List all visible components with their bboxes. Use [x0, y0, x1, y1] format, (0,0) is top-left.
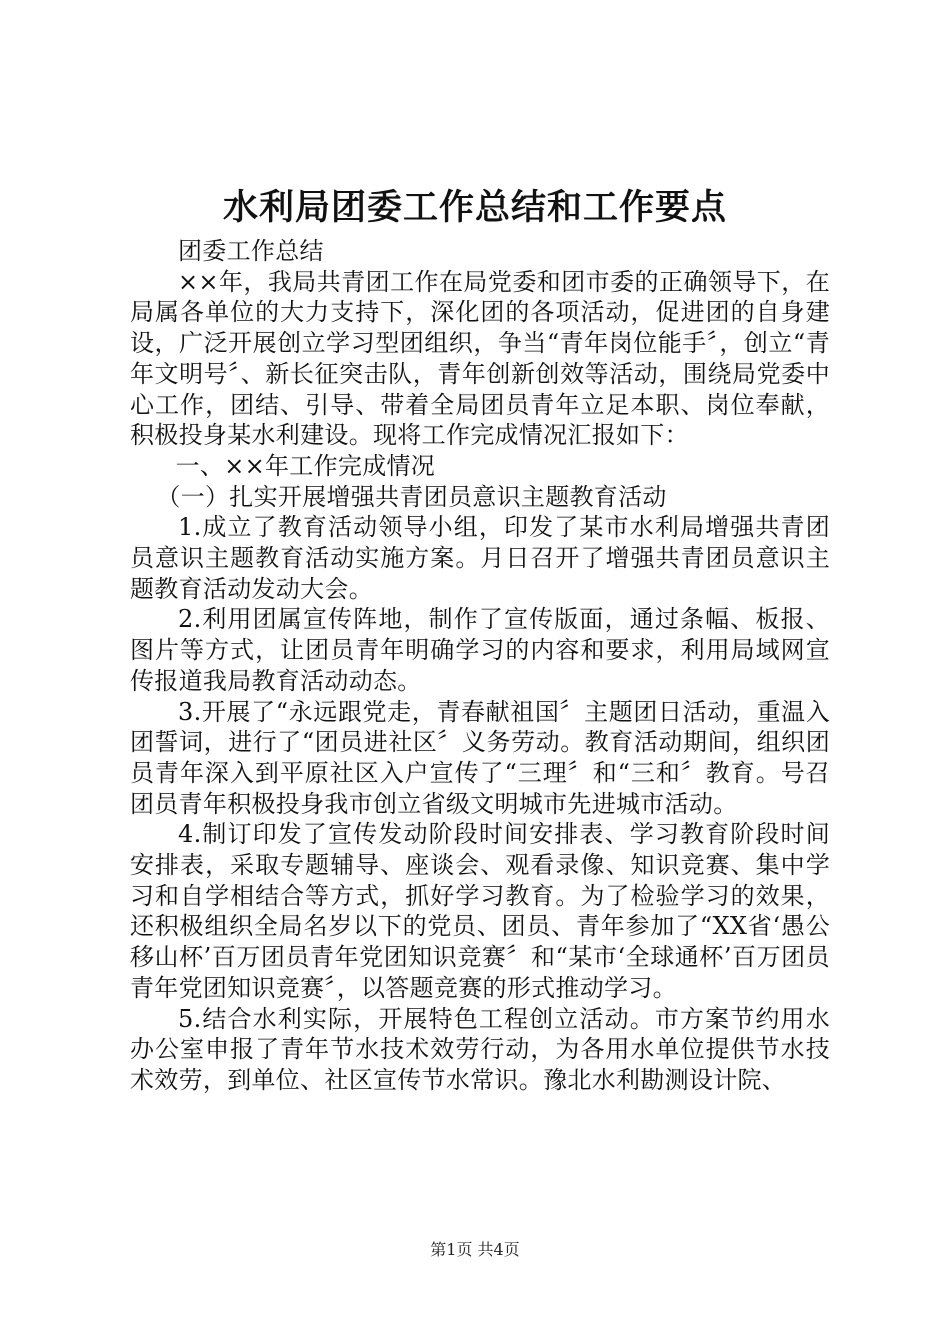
paragraph: ××年，我局共青团工作在局党委和团市委的正确领导下，在局属各单位的大力支持下，深化团的各项活动，促进团的自身建设，广泛开展创立学习型团组织，争当“青年岗位能手〞，创立“青年文明号〞、新长征突击队，青年创新创效等活动，围绕局党委中心工作，团结、引导、带着全局团员青年立足本职、岗位奉献，积极投身某水利建设。现将工作完成情况汇报如下：	[130, 267, 830, 450]
document-title: 水利局团委工作总结和工作要点	[222, 187, 727, 228]
paragraph: 3.开展了“永远跟党走，青春献祖国〞主题团日活动，重温入团誓词，进行了“团员进社区〞义务劳动。教育活动期间，组织团员青年深入到平原社区入户宣传了“三理〞和“三和〞教育。号召团员青年积极投身我市创立省级文明城市先进城市活动。	[130, 697, 830, 818]
section-heading: 一、××年工作完成情况	[175, 451, 436, 480]
paragraph: 4.制订印发了宣传发动阶段时间安排表、学习教育阶段时间安排表，采取专题辅导、座谈会、观看录像、知识竞赛、集中学习和自学相结合等方式，抓好学习教育。为了检验学习的效果，还积极组织全局名岁以下的党员、团员、青年参加了“XX省‘愚公移山杯’百万团员青年党团知识竞赛〞和“某市‘全球通杯’百万团员青年党团知识竞赛〞，以答题竞赛的形式推动学习。	[130, 820, 830, 1002]
paragraph: 5.结合水利实际，开展特色工程创立活动。市方案节约用水办公室申报了青年节水技术效劳行动，为各用水单位提供节水技术效劳，到单位、社区宣传节水常识。豫北水利勘测设计院、	[130, 1004, 830, 1094]
page-footer: 第1页 共4页	[430, 1240, 520, 1259]
paragraph: 2.利用团属宣传阵地，制作了宣传版面，通过条幅、板报、图片等方式，让团员青年明确学习的内容和要求，利用局域网宣传报道我局教育活动动态。	[130, 605, 830, 695]
subsection-heading: （一）扎实开展增强共青团员意识主题教育活动	[156, 482, 667, 511]
paragraph: 1.成立了教育活动领导小组，印发了某市水利局增强共青团员意识主题教育活动实施方案。月日召开了增强共青团员意识主题教育活动发动大会。	[130, 513, 830, 603]
document-body	[130, 236, 830, 1096]
section-label: 团委工作总结	[178, 237, 324, 265]
